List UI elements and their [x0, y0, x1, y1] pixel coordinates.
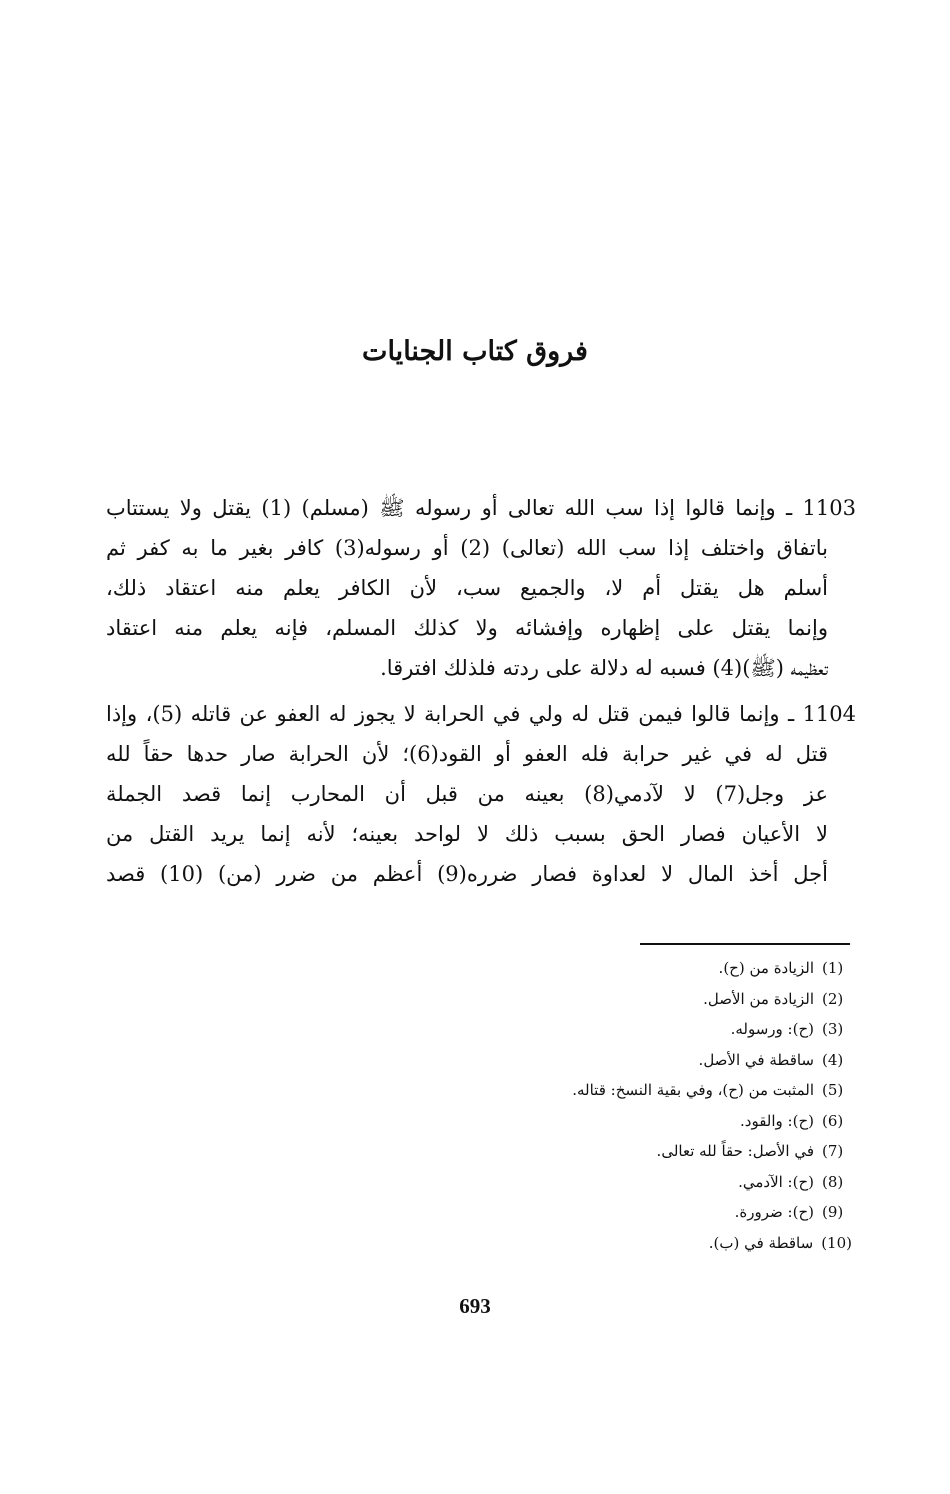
footnote-number: (1): [822, 959, 844, 977]
footnote: [372, 1197, 852, 1228]
footnote-text: المثبت من (ح)، وفي بقية النسخ: قتاله.: [572, 1081, 814, 1099]
footnote-text: الزيادة من (ح).: [718, 959, 814, 977]
main-text: [106, 488, 856, 900]
footnote-separator: [640, 943, 850, 945]
footnote-number: (9): [822, 1203, 844, 1221]
paragraph-1104: [106, 694, 856, 894]
footnotes-list: [372, 953, 852, 1258]
text-line: وإنما يقتل على إظهاره وإفشائه ولا كذلك المسلم، فإنه يعلم منه اعتقاد: [106, 616, 828, 640]
footnote: [372, 953, 852, 984]
footnote-text: (ح): الآدمي.: [738, 1172, 814, 1191]
footnote-number: (6): [822, 1111, 844, 1130]
page-number: 693: [459, 1294, 491, 1318]
text-line: لا الأعيان فصار الحق بسبب ذلك لا لواحد بعينه؛ لأنه إنما يريد القتل من: [106, 822, 828, 846]
footnote-text: (ح): ضرورة.: [734, 1203, 814, 1221]
footnote-text: (ح): والقود.: [740, 1111, 814, 1130]
text-line: أسلم هل يقتل أم لا، والجميع سب، لأن الكافر يعلم منه اعتقاد ذلك،: [106, 576, 828, 600]
footnote-number: (8): [822, 1172, 844, 1191]
footnote-text: الزيادة من الأصل.: [703, 989, 814, 1008]
footnote-text: (ح): ورسوله.: [730, 1020, 814, 1038]
text-line: قتل له في غير حرابة فله العفو أو القود(6)؛ لأن الحرابة صار حدها حقاً لله: [106, 742, 828, 766]
footnote-number: (5): [822, 1081, 844, 1099]
footnote: [372, 984, 852, 1015]
text-line: تعظيمه (ﷺ)(4) فسبه له دلالة على ردته فلذلك افترقا.: [380, 656, 828, 680]
text-line: عز وجل(7) لا لآدمي(8) بعينه من قبل أن المحارب إنما قصد الجملة: [106, 782, 828, 806]
footnote-number: (4): [822, 1050, 844, 1069]
footnote-number: (7): [822, 1142, 844, 1160]
footnote-text: في الأصل: حقاً لله تعالى.: [656, 1142, 814, 1160]
footnote: [372, 1014, 852, 1045]
footnote-number: (3): [822, 1020, 844, 1038]
footnote-number: (2): [822, 989, 844, 1008]
footnote: [372, 1136, 852, 1167]
footnote: [372, 1045, 852, 1076]
text-line: باتفاق واختلف إذا سب الله (تعالى) (2) أو رسوله(3) كافر بغير ما به كفر ثم: [106, 536, 828, 560]
footnote-text: ساقطة في (ب).: [708, 1233, 814, 1252]
chapter-title: فروق كتاب الجنايات: [362, 336, 588, 367]
text-line: 1103 ـ وإنما قالوا إذا سب الله تعالى أو رسوله ﷺ (مسلم) (1) يقتل ولا يستتاب: [106, 496, 856, 520]
footnote: [372, 1167, 852, 1198]
paragraph-1103: [106, 488, 856, 688]
footnote: [372, 1228, 852, 1259]
footnote-text: ساقطة في الأصل.: [698, 1050, 814, 1069]
text-line: 1104 ـ وإنما قالوا فيمن قتل له ولي في الحرابة لا يجوز له العفو عن قاتله (5)، وإذا: [106, 702, 856, 726]
text-line: أجل أخذ المال لا لعداوة فصار ضرره(9) أعظم من ضرر (من) (10) قصد: [106, 862, 828, 886]
footnote-number: (10): [821, 1233, 852, 1252]
footnote: [372, 1106, 852, 1137]
footnote: [372, 1075, 852, 1106]
